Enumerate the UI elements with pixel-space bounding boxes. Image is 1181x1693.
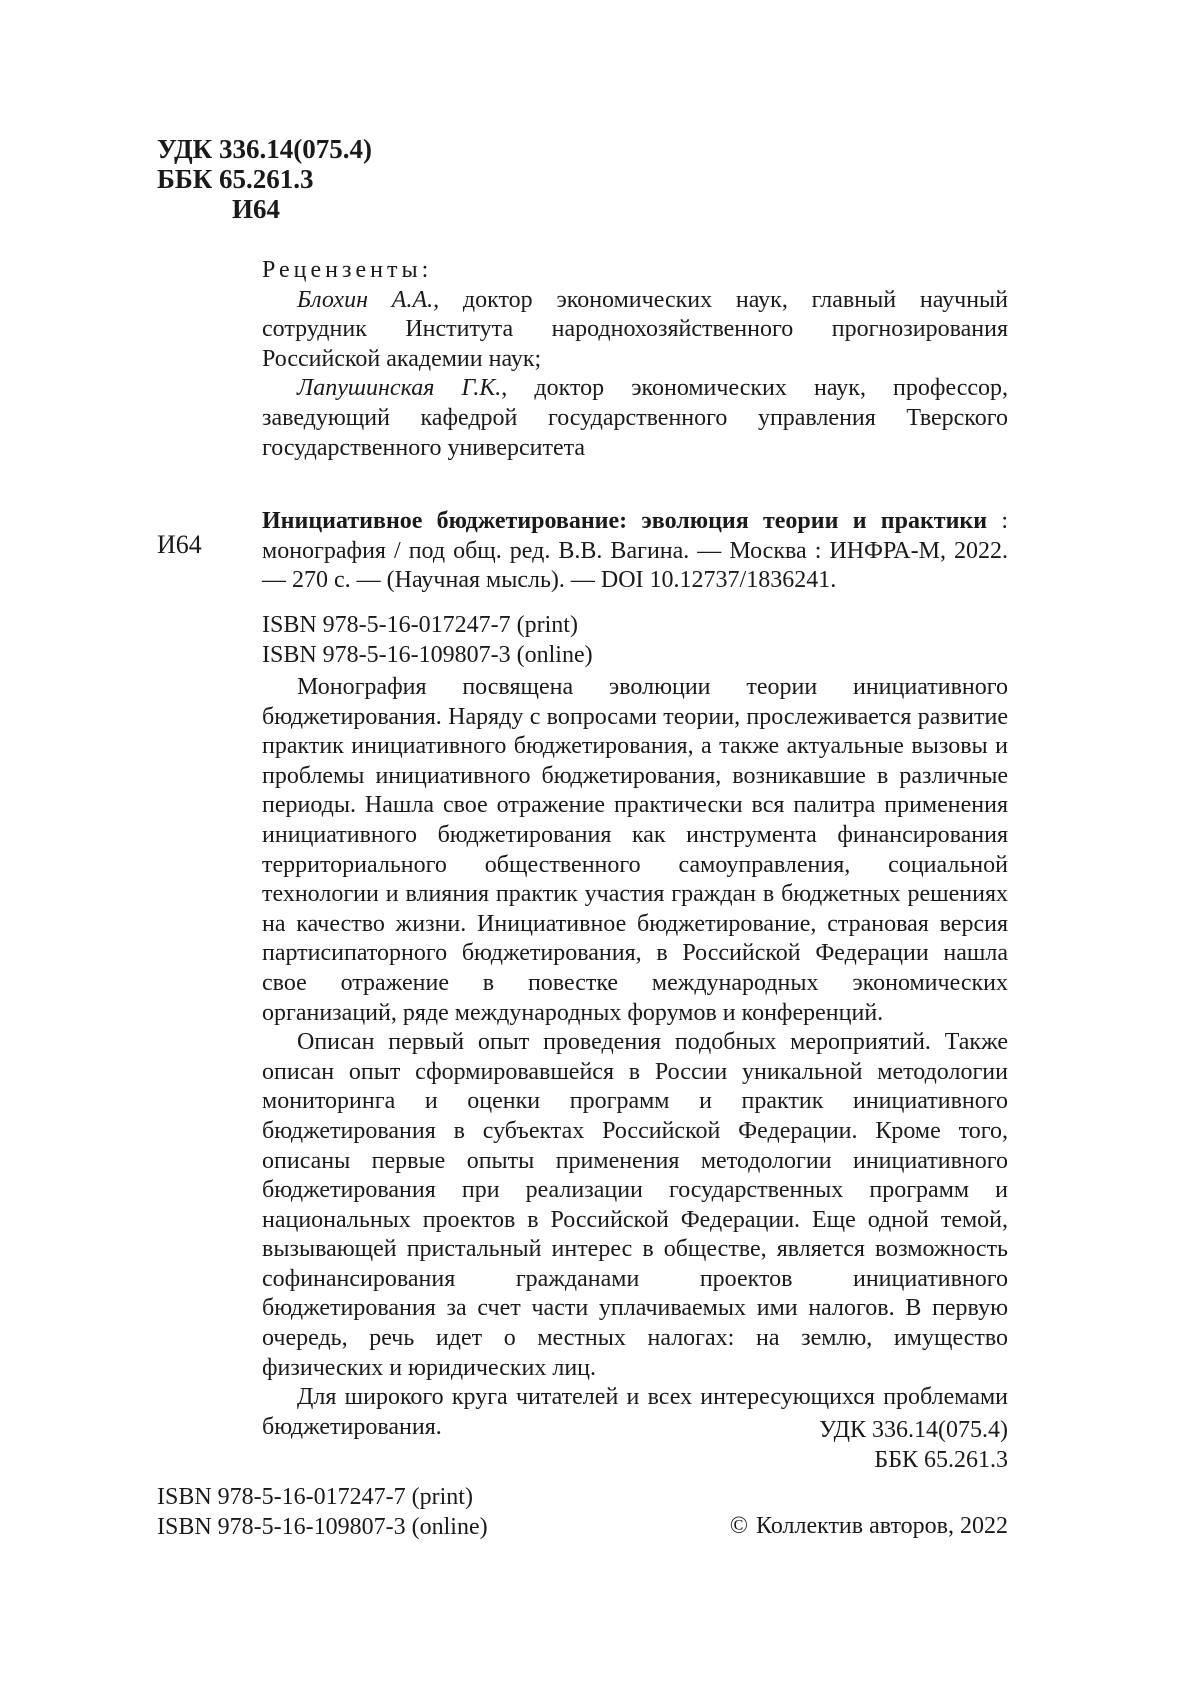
footer-isbn-online: ISBN 978-5-16-109807-3 (online) <box>157 1513 488 1540</box>
bbk-code-footer: ББК 65.261.3 <box>874 1446 1008 1473</box>
isbn-print: ISBN 978-5-16-017247-7 (print) <box>262 612 578 638</box>
reviewers-section <box>262 256 1008 463</box>
reviewer-description: , доктор экономических наук, главный научный сотрудник Института народнохозяйственного прогнозирования Российской академии наук; <box>262 286 1009 372</box>
reviewer-entry <box>262 374 1008 463</box>
copyright-icon: © <box>729 1513 748 1539</box>
reviewer-name: Блохин А.А. <box>297 286 434 313</box>
abstract-section <box>262 673 1008 1442</box>
udk-code-footer: УДК 336.14(075.4) <box>819 1417 1008 1443</box>
footer-isbn-list <box>157 1483 488 1542</box>
biblio-isbn-list <box>262 611 593 670</box>
bbk-code: ББК 65.261.3 <box>157 164 314 194</box>
reviewers-heading: Рецензенты: <box>262 257 433 283</box>
book-details: : монография / под общ. ред. В.В. Вагина. — Москва : ИНФРА-М, 2022. — 270 с. — (Научная мысль). — DOI 10.12737/1836241. <box>262 508 1008 594</box>
biblio-margin-mark: И64 <box>157 530 202 559</box>
author-mark: И64 <box>232 194 281 224</box>
copyright-notice <box>730 1512 1008 1542</box>
bibliographic-record <box>262 507 1008 596</box>
abstract-paragraph: Монография посвящена эволюции теории инициативного бюджетирования. Наряду с вопросами теории, прослеживается развитие практик инициативного бюджетирования, а также актуальные вызовы и проблемы инициативного бюджетирования, возникавшие в различные периоды. Нашла свое отражение практически вся палитра применения инициативного бюджетирования как инструмента финансирования территориального общественного самоуправления, социальной технологии и влияния практик участия граждан в бюджетных решениях на качество жизни. Инициативное бюджетирование, страновая версия партисипаторного бюджетирования, в Российской Федерации нашла свое отражение в повестке международных экономических организаций, ряде международных форумов и конференций. <box>262 674 1008 1026</box>
biblio-entry <box>262 507 1008 596</box>
udk-code: УДК 336.14(075.4) <box>157 134 372 164</box>
abstract-paragraph: Описан первый опыт проведения подобных мероприятий. Также описан опыт сформировавшейся в России уникальной методологии мониторинга и оценки программ и практик инициативного бюджетирования в субъектах Российской Федерации. Кроме того, описаны первые опыты применения методологии инициативного бюджетирования при реализации государственных программ и национальных проектов в Российской Федерации. Еще одной темой, вызывающей пристальный интерес в обществе, является возможность софинансирования гражданами проектов инициативного бюджетирования за счет части уплачиваемых ими налогов. В первую очередь, речь идет о местных налогах: на землю, имущество физических и юридических лиц. <box>262 1029 1008 1381</box>
reviewer-entry <box>262 286 1008 375</box>
isbn-online: ISBN 978-5-16-109807-3 (online) <box>262 641 593 668</box>
reviewer-name: Лапушинская Г.К. <box>297 375 502 402</box>
reviewer-description: , доктор экономических наук, профессор, заведующий кафедрой государственного управления Тверского государственного университета <box>262 375 1009 461</box>
footer-isbn-print: ISBN 978-5-16-017247-7 (print) <box>157 1484 473 1510</box>
classification-header <box>157 134 372 224</box>
book-title: Инициативное бюджетирование: эволюция теории и практики <box>262 508 988 534</box>
copyright-text: Коллектив авторов, 2022 <box>756 1513 1008 1539</box>
abstract-paragraph: Для широкого круга читателей и всех интересующихся проблемами бюджетирования. <box>262 1384 1008 1440</box>
classification-footer <box>819 1416 1008 1475</box>
